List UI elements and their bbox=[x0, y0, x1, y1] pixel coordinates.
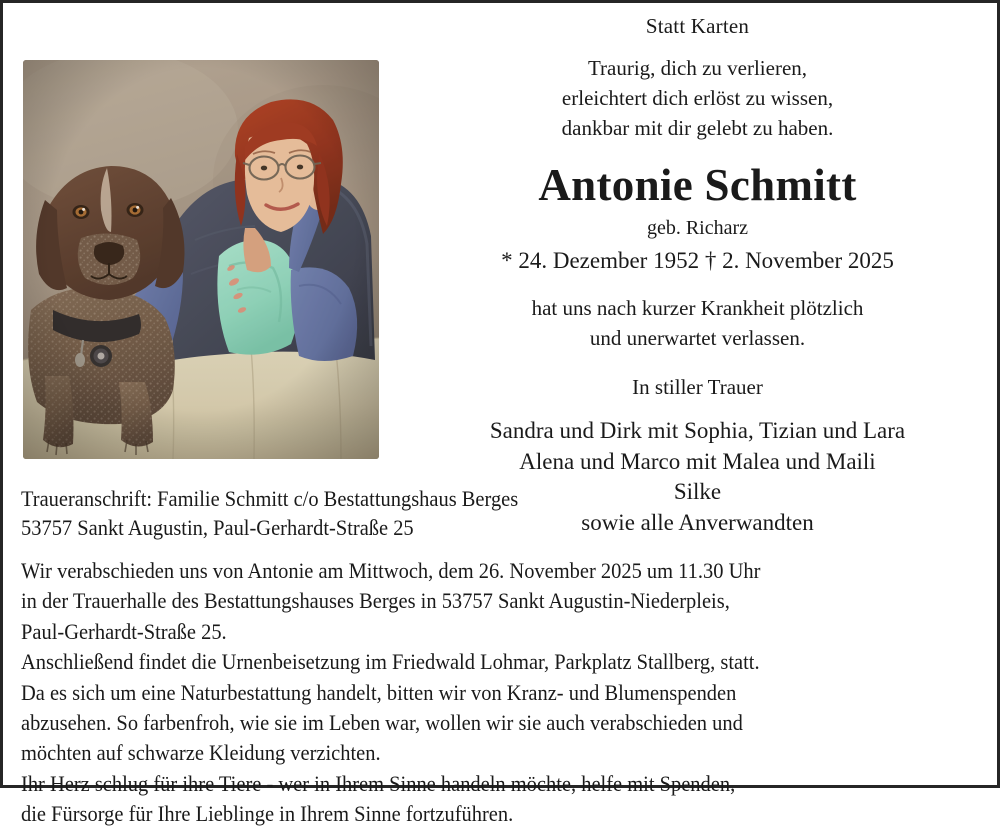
passing-text bbox=[398, 294, 997, 354]
verse-line: Traurig, dich zu verlieren, bbox=[587, 56, 808, 81]
detail-line: Da es sich um eine Naturbestattung handelt, bitten wir von Kranz- und Blumenspenden bbox=[21, 679, 737, 705]
maiden-name: geb. Richarz bbox=[646, 216, 749, 239]
notice-lower-area bbox=[21, 485, 979, 830]
detail-line: Ihr Herz schlug für ihre Tiere - wer in Ihrem Sinne handeln möchte, helfe mit Spenden, bbox=[21, 770, 736, 796]
detail-line: Wir verabschieden uns von Antonie am Mittwoch, dem 26. November 2025 um 11.30 Uhr bbox=[21, 557, 761, 583]
statt-karten-heading: Statt Karten bbox=[645, 14, 750, 38]
memorial-photo-illustration bbox=[23, 60, 379, 459]
address-line: Traueranschrift: Familie Schmitt c/o Bestattungshaus Berges bbox=[21, 486, 519, 511]
centered-text-column bbox=[398, 3, 997, 539]
detail-line: in der Trauerhalle des Bestattungshauses Berges in 53757 Sankt Augustin-Niederpleis, bbox=[21, 588, 730, 614]
condolence-address bbox=[21, 485, 912, 543]
detail-line: Paul-Gerhardt-Straße 25. bbox=[21, 618, 227, 644]
detail-line: möchten auf schwarze Kleidung verzichten. bbox=[21, 740, 381, 766]
memorial-verse bbox=[398, 54, 997, 143]
mourning-intro: In stiller Trauer bbox=[632, 375, 763, 400]
mourner-line: sowie alle Anverwandten bbox=[581, 509, 814, 535]
deceased-name: Antonie Schmitt bbox=[538, 159, 857, 210]
detail-line: abzusehen. So farbenfroh, wie sie im Leben war, wollen wir sie auch verabschieden und bbox=[21, 709, 743, 735]
passing-line: und unerwartet verlassen. bbox=[589, 326, 806, 351]
verse-line: erleichtert dich erlöst zu wissen, bbox=[561, 85, 834, 110]
address-line: 53757 Sankt Augustin, Paul-Gerhardt-Straße 25 bbox=[21, 514, 414, 540]
funeral-details bbox=[21, 556, 912, 830]
detail-line: Anschließend findet die Urnenbeisetzung im Friedwald Lohmar, Parkplatz Stallberg, statt. bbox=[21, 649, 760, 675]
passing-line: hat uns nach kurzer Krankheit plötzlich bbox=[531, 296, 864, 321]
mourner-line: Alena und Marco mit Malea und Maili bbox=[519, 448, 876, 474]
detail-line: die Fürsorge für Ihre Lieblinge in Ihrem Sinne fortzuführen. bbox=[21, 801, 514, 827]
mourner-line: Silke bbox=[673, 479, 722, 505]
mourner-line: Sandra und Dirk mit Sophia, Tizian und Lara bbox=[489, 418, 906, 444]
life-dates: * 24. Dezember 1952 † 2. November 2025 bbox=[501, 247, 894, 273]
verse-line: dankbar mit dir gelebt zu haben. bbox=[561, 115, 834, 140]
memorial-photo bbox=[23, 60, 379, 459]
